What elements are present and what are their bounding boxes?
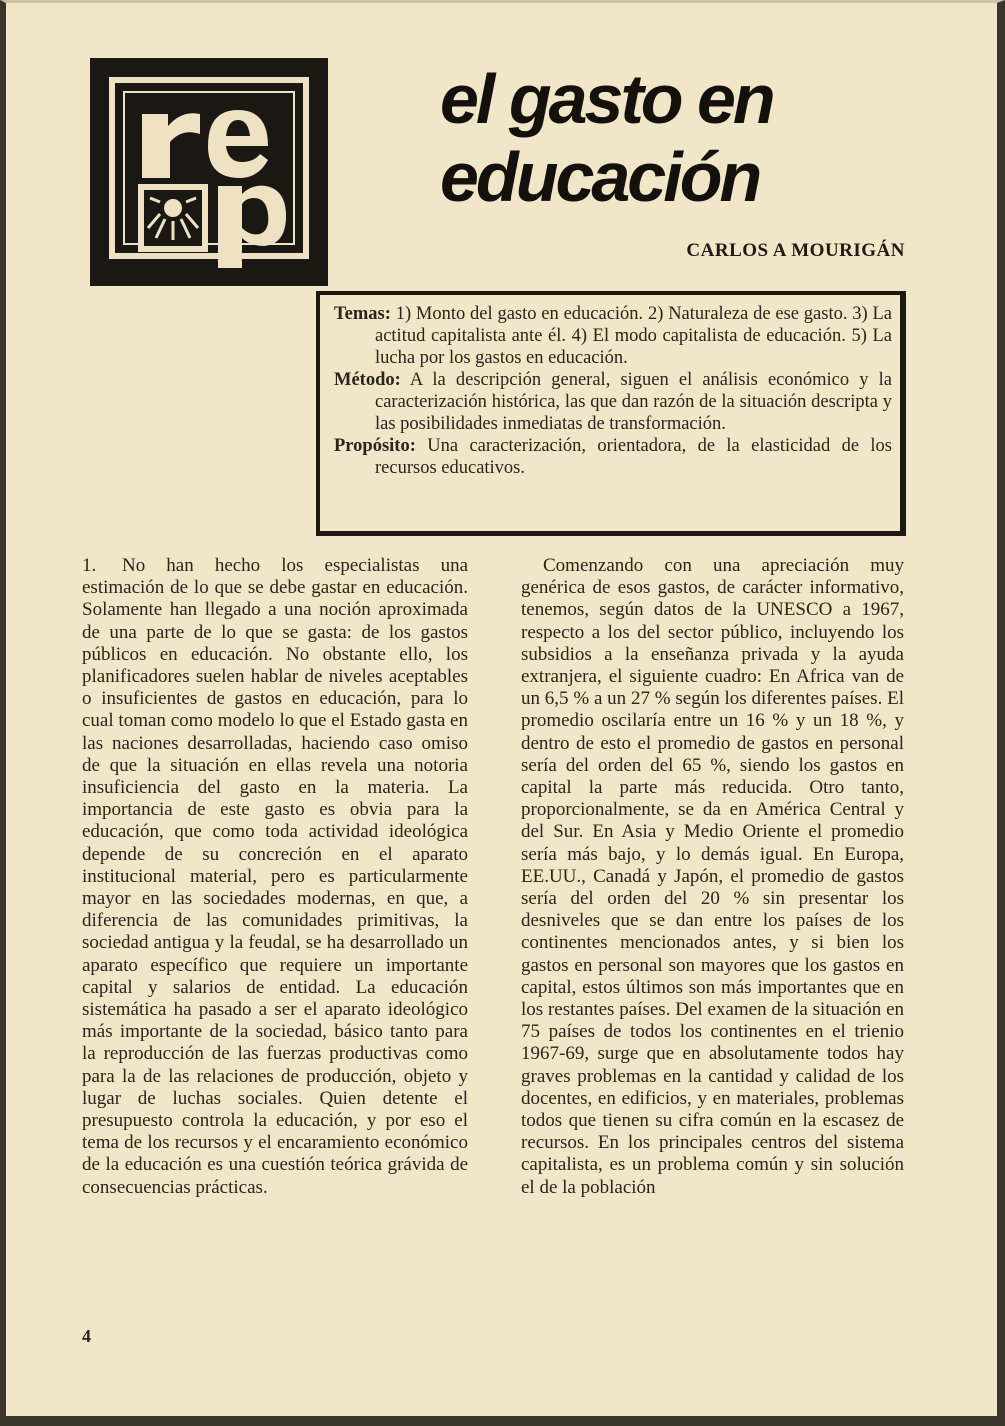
proposito-text: Una caracterización, orientadora, de la elasticidad de los recursos educativos.	[375, 436, 893, 478]
topics-box	[316, 291, 906, 536]
metodo-label: Método:	[334, 370, 401, 390]
metodo-entry	[334, 369, 892, 435]
page-number: 4	[82, 1326, 91, 1346]
proposito-entry	[334, 435, 892, 479]
temas-text: 1) Monto del gasto en educación. 2) Naturaleza de ese gasto. 3) La actitud capitalista ante él. 4) El modo capitalista de educación. 5) La lucha por los gastos en educación.	[375, 304, 893, 368]
rep-logo	[90, 58, 328, 286]
left-paragraph	[82, 555, 468, 1199]
left-column	[82, 555, 468, 1199]
author-name: CARLOS A MOURIGÁN	[686, 240, 905, 261]
right-column	[521, 555, 904, 1199]
right-column-text: Comenzando con una apreciación muy genérica de esos gastos, de carácter informativo, tenemos, según datos de la UNESCO a 1967, respecto a los del sector público, incluyendo los subsidios a la enseñanza privada y la ayuda extranjera, el siguiente cuadro: En Africa van de un 6,5 % a un 27 % según los diferentes países. El promedio oscilaría entre un 16 % y un 18 %, y dentro de esto el promedio de gastos en personal sería del orden del 65 %, siendo los gastos en capital la parte más reducida. Otro tanto, proporcionalmente, se da en América Central y del Sur. En Asia y Medio Oriente el promedio sería más bajo, y lo demás igual. En Europa, EE.UU., Canadá y Japón, el promedio de gastos sería del orden del 20 % sin presentar los desniveles que se dan entre los países de los continentes mencionados antes, y si bien los gastos en personal son mayores que los gastos en capital, estos últimos son más importantes que en los restantes países. Del examen de la situación en 75 países de todos los continentes en el trienio 1967-69, surge que en absolutamente todos hay graves problemas en la cantidad y calidad de los docentes, en edificios, y en materiales, problemas todos que tienen su cifra común en la escasez de recursos. En los principales centros del sistema capitalista, es un problema común y sin solución el de la población	[521, 555, 904, 1198]
section-number: 1.	[82, 555, 97, 576]
left-column-text: No han hecho los especialistas una estimación de lo que se debe gastar en educación. Solamente han llegado a una noción aproximada de una parte de lo que se gasta: de los gastos públicos en educación. No obstante ello, los planificadores suelen hablar de niveles aceptables o insuficientes de gastos en educación, para lo cual toman como modelo lo que el Estado gasta en las naciones desarrolladas, haciendo caso omiso de que la situación en ellas revela una notoria insuficiencia del gasto en la materia. La importancia de este gasto es obvia para la educación, que como toda actividad ideológica depende de su concreción en el aparato institucional material, pero es particularmente mayor en las sociedades modernas, en que, a diferencia de las comunidades primitivas, la sociedad antigua y la feudal, se ha desarrollado un aparato específico que requiere un importante capital y salarios de entidad. La educación sistemática ha pasado a ser el aparato ideológico más importante de la sociedad, básico tanto para la reproducción de las fuerzas productivas como para la de las relaciones de producción, objeto y lugar de luchas sociales. Quien detente el presupuesto controla la educación, y por eso el tema de los recursos y el encaramiento económico de la educación es una cuestión teórica grávida de consecuencias prácticas.	[82, 555, 468, 1198]
title-line-2: educación	[440, 138, 760, 216]
temas-entry	[334, 303, 892, 369]
metodo-text: A la descripción general, siguen el análisis económico y la caracterización histórica, las que dan razón de la situación descripta y las posibilidades inmediatas de transformación.	[375, 370, 892, 434]
temas-label: Temas:	[334, 304, 391, 324]
proposito-label: Propósito:	[334, 436, 416, 456]
article-title	[440, 60, 960, 216]
title-line-1: el gasto en	[440, 60, 773, 138]
